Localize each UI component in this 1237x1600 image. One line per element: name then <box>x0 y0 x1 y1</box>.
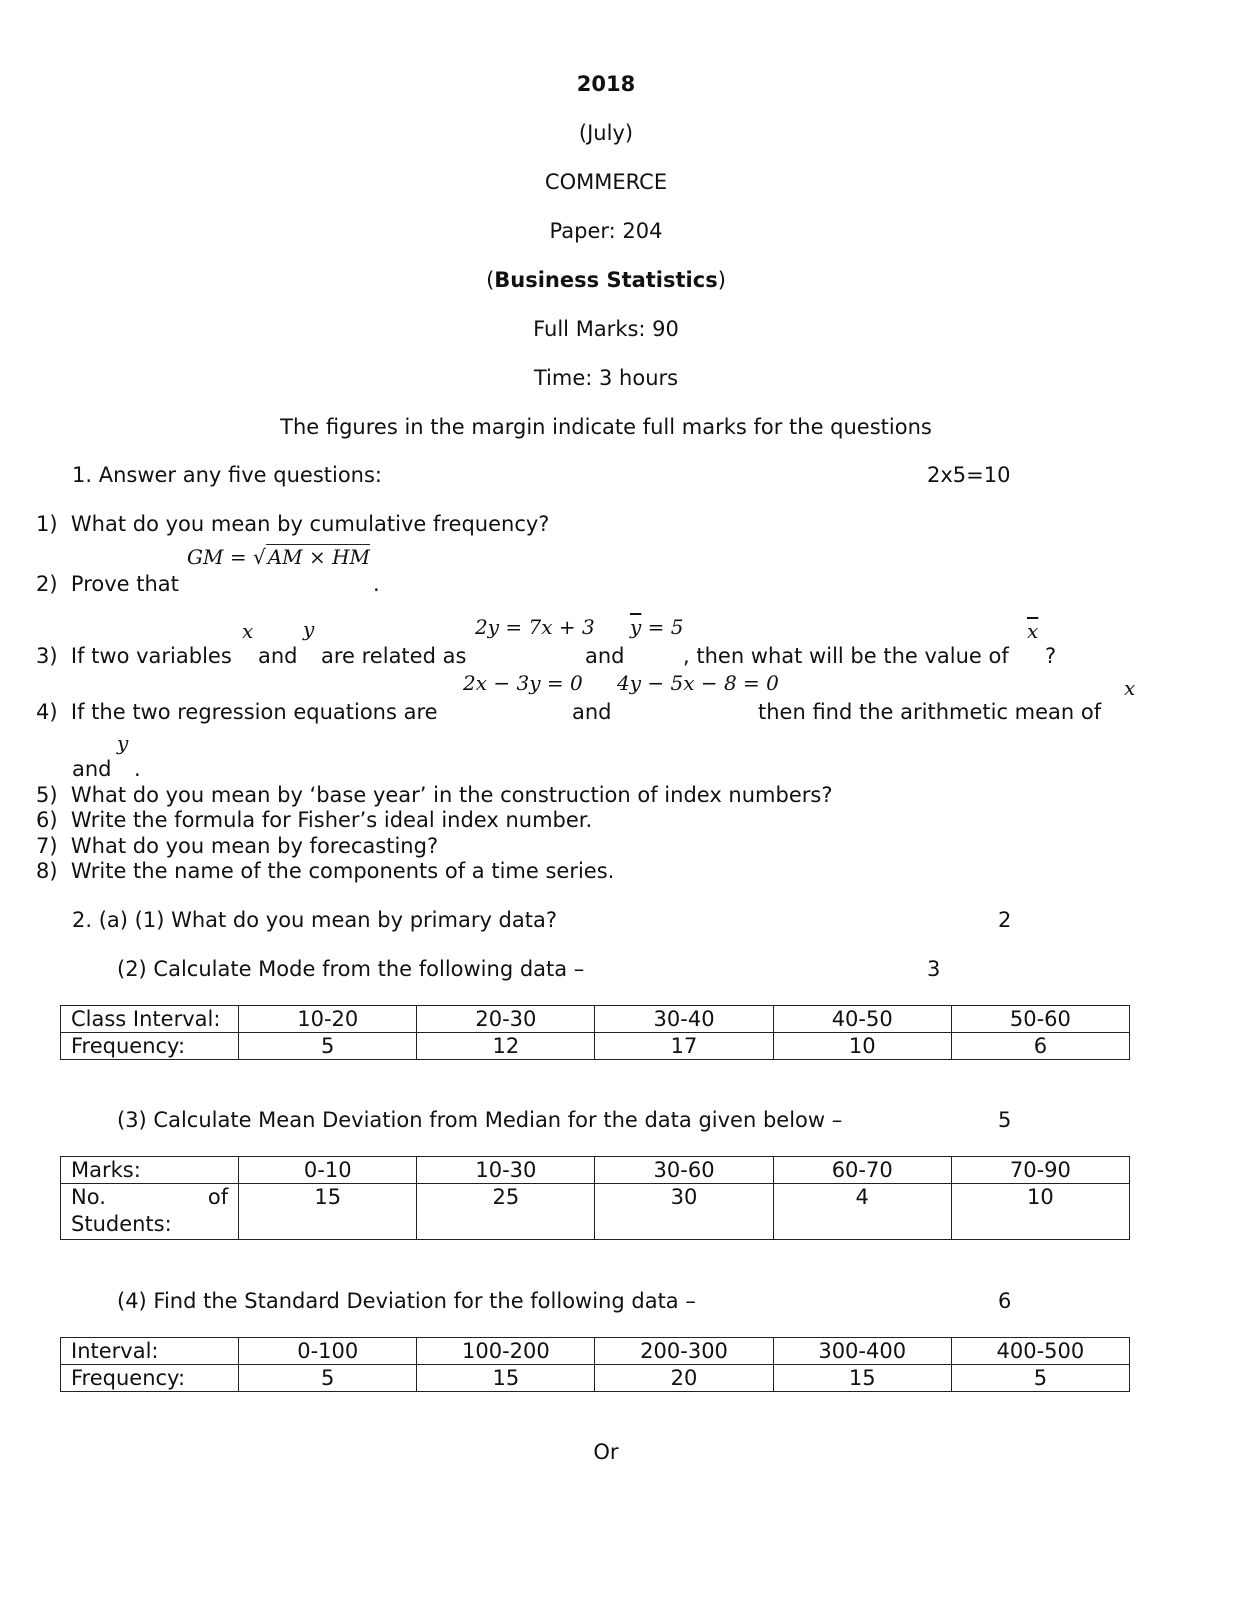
text: . <box>134 757 141 781</box>
cell: 0-100 <box>239 1338 417 1365</box>
q1-item-5 <box>36 782 832 808</box>
q1-item-6 <box>36 807 592 833</box>
var-x: x <box>1124 676 1136 700</box>
num: 4) <box>36 700 58 724</box>
row-label: Frequency: <box>61 1033 239 1060</box>
row-label: Marks: <box>61 1157 239 1184</box>
q2a2: (2) Calculate Mode from the following data – <box>117 957 585 981</box>
var-y: y <box>303 617 315 641</box>
cell: 15 <box>773 1365 951 1392</box>
text: What do you mean by ‘base year’ in the construction of index numbers? <box>70 783 833 807</box>
cell: 50-60 <box>951 1006 1129 1033</box>
radicand: AM × HM <box>267 545 371 569</box>
text: and <box>72 757 112 781</box>
text: and <box>258 644 298 668</box>
q1-item-3 <box>36 643 232 669</box>
subject: COMMERCE <box>544 170 668 194</box>
q1-item-7 <box>36 833 438 859</box>
num: 8) <box>36 859 58 883</box>
cell: 30 <box>595 1184 773 1240</box>
table-row <box>61 1184 1130 1240</box>
cell: 10 <box>951 1184 1129 1240</box>
q1-item-4 <box>36 699 438 725</box>
marks: 5 <box>998 1108 1012 1132</box>
text: What do you mean by cumulative frequency? <box>70 512 550 536</box>
cell: 6 <box>951 1033 1129 1060</box>
cell: 17 <box>595 1033 773 1060</box>
cell: 40-50 <box>773 1006 951 1033</box>
cell: 300-400 <box>773 1338 951 1365</box>
text: What do you mean by forecasting? <box>70 834 439 858</box>
text: Write the name of the components of a time series. <box>70 859 615 883</box>
q1-item-1 <box>36 511 549 537</box>
equation: $\overline{y} = 5$ <box>630 615 684 639</box>
row-label: Frequency: <box>61 1365 239 1392</box>
q1-heading: 1. Answer any five questions: <box>72 463 383 487</box>
cell: 200-300 <box>595 1338 773 1365</box>
cell: 4 <box>773 1184 951 1240</box>
q2a4: (4) Find the Standard Deviation for the following data – <box>117 1289 696 1313</box>
cell: 30-40 <box>595 1006 773 1033</box>
paren: ) <box>717 268 726 292</box>
label-part: of <box>207 1185 229 1209</box>
var-x: x <box>242 619 254 643</box>
text: are related as <box>321 644 467 668</box>
num: 5) <box>36 783 58 807</box>
num: 6) <box>36 808 58 832</box>
marks: 2 <box>998 908 1012 932</box>
equation: 2x − 3y = 0 <box>463 671 583 695</box>
cell: 5 <box>239 1365 417 1392</box>
table-row <box>61 1033 1130 1060</box>
cell: 12 <box>417 1033 595 1060</box>
text: and <box>585 644 625 668</box>
cell: 30-60 <box>595 1157 773 1184</box>
paper: Paper: 204 <box>549 219 663 243</box>
cell: 5 <box>951 1365 1129 1392</box>
cell: 25 <box>417 1184 595 1240</box>
paper-title <box>0 267 1212 293</box>
label-part: Students: <box>71 1212 172 1236</box>
cell: 10 <box>773 1033 951 1060</box>
session: (July) <box>578 121 634 145</box>
table-row <box>61 1338 1130 1365</box>
q2a1: 2. (a) (1) What do you mean by primary data? <box>72 908 557 932</box>
cell: 10-20 <box>239 1006 417 1033</box>
time: Time: 3 hours <box>533 366 679 390</box>
cell: 70-90 <box>951 1157 1129 1184</box>
cell: 0-10 <box>239 1157 417 1184</box>
cell: 60-70 <box>773 1157 951 1184</box>
num: 3) <box>36 644 58 668</box>
marks: 6 <box>998 1289 1012 1313</box>
cell: 20-30 <box>417 1006 595 1033</box>
cell: 10-30 <box>417 1157 595 1184</box>
q2a3: (3) Calculate Mean Deviation from Median for the data given below – <box>117 1108 843 1132</box>
standard-deviation-table <box>60 1337 1130 1392</box>
cell: 20 <box>595 1365 773 1392</box>
cell: 400-500 <box>951 1338 1129 1365</box>
text: ? <box>1045 644 1057 668</box>
row-label <box>61 1184 239 1240</box>
table-row <box>61 1157 1130 1184</box>
mean-deviation-table <box>60 1156 1130 1240</box>
dot: . <box>373 572 380 596</box>
table-row <box>61 1365 1130 1392</box>
text: If two variables <box>70 644 232 668</box>
text: , then what will be the value of <box>683 644 1009 668</box>
year: 2018 <box>576 72 636 96</box>
num: 7) <box>36 834 58 858</box>
q1-item-8 <box>36 858 614 884</box>
num: 2) <box>36 572 58 596</box>
cell: 15 <box>417 1365 595 1392</box>
or-separator: Or <box>593 1440 619 1464</box>
cell: 15 <box>239 1184 417 1240</box>
text: then find the arithmetic mean of <box>758 700 1102 724</box>
cell: 5 <box>239 1033 417 1060</box>
instructions: The figures in the margin indicate full marks for the questions <box>280 415 932 439</box>
title-text: Business Statistics <box>494 268 718 292</box>
text: and <box>572 700 612 724</box>
gm-formula: GM = √ AM × HM <box>187 545 371 569</box>
text: Prove that <box>70 572 179 596</box>
q1-item-2 <box>36 571 179 597</box>
text: Write the formula for Fisher’s ideal index number. <box>70 808 593 832</box>
var-y: y <box>117 731 129 755</box>
full-marks: Full Marks: 90 <box>533 317 679 341</box>
row-label: Interval: <box>61 1338 239 1365</box>
lhs: GM = <box>187 545 253 569</box>
mode-table <box>60 1005 1130 1060</box>
x-bar: $\overline{x}$ <box>1027 619 1039 643</box>
cell: 100-200 <box>417 1338 595 1365</box>
paren: ( <box>486 268 495 292</box>
label-part: No. <box>71 1185 106 1209</box>
equation: 2y = 7x + 3 <box>475 615 595 639</box>
table-row <box>61 1006 1130 1033</box>
marks: 3 <box>927 957 941 981</box>
num: 1) <box>36 512 58 536</box>
equation: 4y − 5x − 8 = 0 <box>617 671 779 695</box>
q1-marks: 2x5=10 <box>927 463 1011 487</box>
text: If the two regression equations are <box>70 700 438 724</box>
row-label: Class Interval: <box>61 1006 239 1033</box>
